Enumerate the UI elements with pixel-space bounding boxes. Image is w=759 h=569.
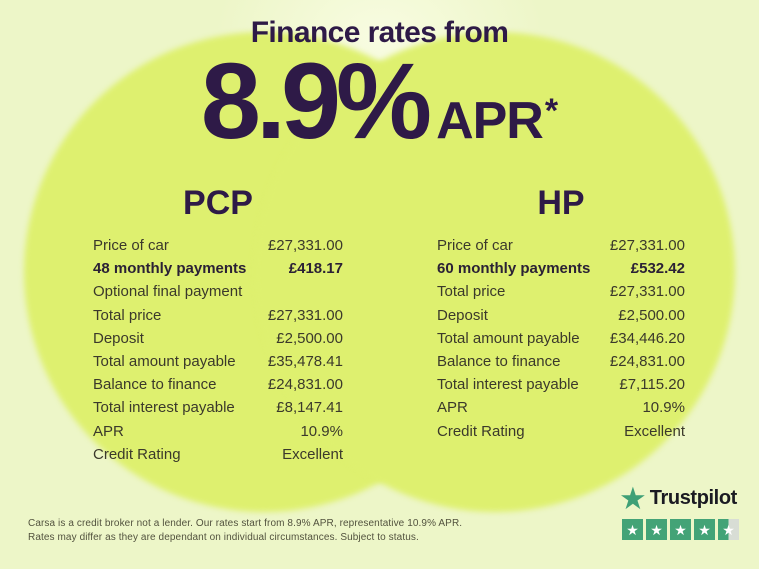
table-row (437, 304, 685, 327)
table-row (93, 420, 343, 443)
row-value: £27,331.00 (267, 306, 343, 324)
pcp-finance-table (93, 184, 343, 466)
row-label: Total price (93, 306, 162, 324)
star-box-full (670, 519, 691, 540)
table-row (437, 350, 685, 373)
table-row (93, 396, 343, 419)
star-icon: ★ (698, 521, 711, 538)
star-box-half (718, 519, 739, 540)
table-row (93, 304, 343, 327)
trustpilot-badge (619, 481, 739, 540)
row-value: £27,331.00 (267, 237, 343, 254)
star-box-full (694, 519, 715, 540)
star-icon: ★ (626, 521, 639, 538)
row-label: Balance to finance (93, 376, 217, 394)
row-label: Deposit (437, 306, 488, 324)
hp-finance-table (437, 184, 685, 443)
row-label: Total price (437, 283, 506, 301)
table-row (437, 373, 685, 396)
hp-table-title: HP (537, 184, 585, 222)
star-icon: ★ (674, 521, 687, 538)
rate-value: 8.9% (200, 40, 428, 161)
star-icon: ★ (722, 521, 735, 538)
row-label: Credit Rating (437, 422, 525, 440)
row-value: £418.17 (288, 260, 343, 278)
trustpilot-logo (619, 481, 739, 516)
row-value: £35,478.41 (267, 352, 343, 370)
row-value: 10.9% (642, 399, 685, 417)
row-label: Total interest payable (93, 399, 235, 417)
disclaimer-line-2: Rates may differ as they are dependant on individual circumstances. Subject to status. (28, 532, 419, 543)
pcp-table-title: PCP (183, 184, 253, 222)
table-row (437, 257, 685, 280)
row-label: 48 monthly payments (93, 260, 247, 278)
legal-disclaimer (28, 517, 462, 545)
table-row (437, 420, 685, 443)
row-value: £2,500.00 (276, 329, 343, 347)
table-row (437, 396, 685, 419)
row-label: 60 monthly payments (437, 260, 591, 278)
row-label: Total amount payable (93, 352, 236, 370)
row-label: Price of car (93, 237, 169, 254)
table-row (93, 234, 343, 257)
table-row (93, 350, 343, 373)
row-value: 10.9% (300, 422, 343, 440)
row-value: Excellent (624, 422, 685, 440)
row-value: £2,500.00 (618, 306, 685, 324)
row-value: Excellent (282, 445, 343, 463)
disclaimer-line-1: Carsa is a credit broker not a lender. Our rates start from 8.9% APR, representative 10.9% APR. (28, 518, 463, 529)
row-label: Total amount payable (437, 329, 580, 347)
table-row (437, 234, 685, 257)
table-row (437, 280, 685, 303)
row-label: Credit Rating (93, 445, 181, 463)
table-row (93, 280, 343, 303)
row-label: Deposit (93, 329, 144, 347)
row-value: £7,115.20 (619, 376, 685, 394)
row-value: £24,831.00 (267, 376, 343, 394)
star-box-full (646, 519, 667, 540)
rate-suffix: APR (436, 92, 543, 150)
footnote-asterisk: * (544, 92, 559, 130)
row-value: £27,331.00 (609, 237, 685, 254)
row-label: Total interest payable (437, 376, 579, 394)
trustpilot-rating-stars (622, 519, 739, 540)
headline-rate (0, 40, 759, 161)
row-value: £8,147.41 (276, 399, 343, 417)
table-row (437, 327, 685, 350)
table-row (93, 373, 343, 396)
star-box-full (622, 519, 643, 540)
row-value: £532.42 (630, 260, 685, 278)
row-value: £24,831.00 (609, 352, 685, 370)
row-label: Optional final payment (93, 283, 243, 301)
row-label: Balance to finance (437, 352, 561, 370)
trustpilot-star-icon: ★ (619, 481, 647, 516)
row-value: £27,331.00 (609, 283, 685, 301)
row-value: £34,446.20 (609, 329, 685, 347)
trustpilot-brand-name: Trustpilot (649, 487, 737, 509)
row-label: APR (93, 422, 124, 440)
table-row (93, 257, 343, 280)
row-label: Price of car (437, 237, 513, 254)
table-row (93, 443, 343, 466)
star-icon: ★ (650, 521, 663, 538)
table-row (93, 327, 343, 350)
row-label: APR (437, 399, 468, 417)
page-title: Finance rates from (250, 16, 509, 49)
